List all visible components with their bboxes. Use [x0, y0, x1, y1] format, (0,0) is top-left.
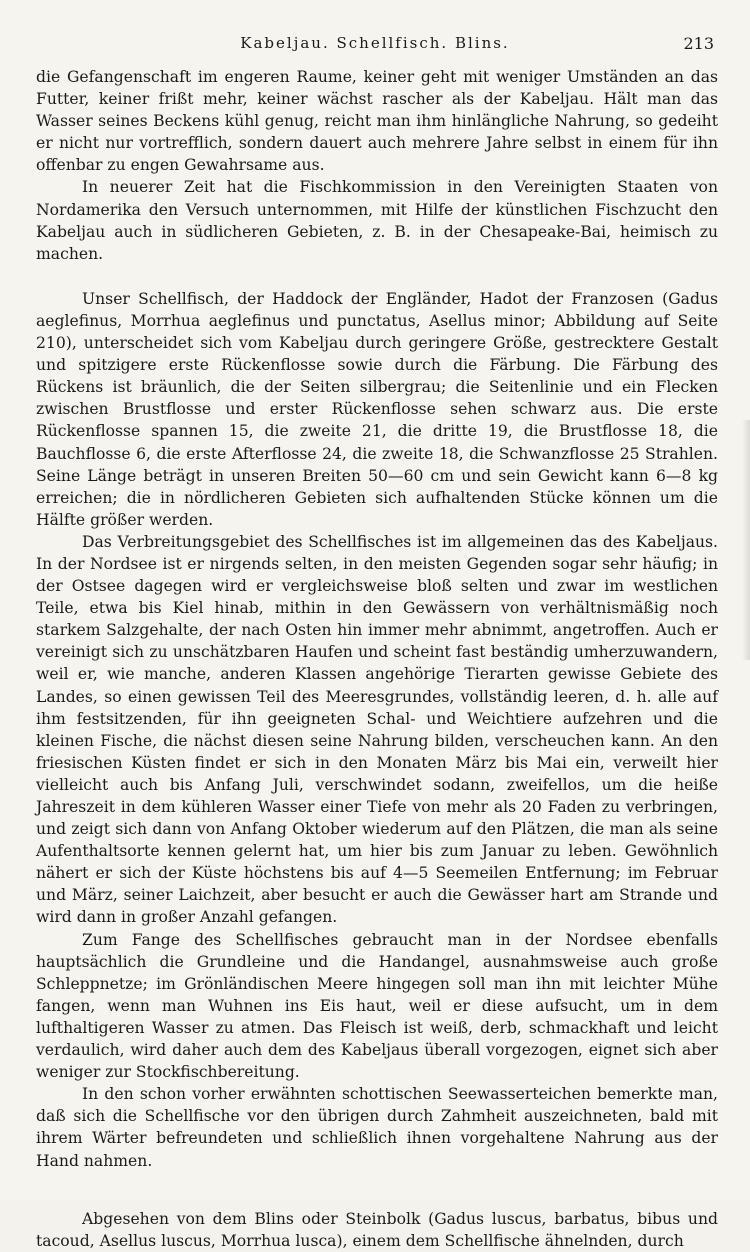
- page-number: 213: [683, 34, 714, 53]
- paragraph-1: die Gefangenschaft im engeren Raume, keiner geht mit weniger Umständen an das Futter, keiner frißt mehr, keiner wächst rascher als der Kabeljau. Hält man das Wasser seines Beckens kühl genug, reicht man ihm hinlängliche Nahrung, so gedeiht er nicht nur vortrefflich, sondern dauert auch mehrere Jahre selbst in einem für ihn offenbar zu engen Gewahrsame aus.: [36, 68, 718, 175]
- paragraph-6: In den schon vorher erwähnten schottischen Seewasserteichen bemerkte man, daß sich die Schellfische vor den übrigen durch Zahmheit auszeichneten, bald mit ihrem Wärter befreundeten und schließlich ihnen vorgehaltene Nahrung aus der Hand nahmen.: [36, 1085, 718, 1170]
- body-text: [36, 66, 718, 1252]
- page-edge-shadow: [742, 420, 750, 660]
- paragraph-4: Das Verbreitungsgebiet des Schellfisches ist im allgemeinen das des Kabeljaus. In der Nordsee ist er nirgends selten, in den meisten Gegenden sogar sehr häufig; in der Ostsee dagegen wird er vergleichsweise bloß selten und zwar im westlichen Teile, etwa bis Kiel hinab, mithin in den Gewässern von verhältnismäßig noch starkem Salzgehalte, der nach Osten hin immer mehr abnimmt, angetroffen. Auch er vereinigt sich zu unschätzbaren Haufen und scheint fast beständig umherzuwandern, weil er, wie manche, anderen Klassen angehörige Tierarten gewisse Gebiete des Landes, so einen gewissen Teil des Meeresgrundes, vollständig leeren, d. h. alle auf ihm festsitzenden, für ihn geeigneten Schal- und Weichtiere aufzehren und die kleinen Fische, die nächst diesen seine Nahrung bilden, verscheuchen kann. An den friesischen Küsten findet er sich in den Monaten März bis Mai ein, verweilt hier vielleicht auch bis Anfang Juli, verschwindet sodann, zweifellos, um die heiße Jahreszeit in dem kühleren Wasser einer Tiefe von mehr als 20 Faden zu verbringen, und zeigt sich dann von Anfang Oktober wiederum auf den Plätzen, die man als seine Aufenthaltsorte kennen gelernt hat, um hier bis zum Januar zu leben. Gewöhnlich nähert er sich der Küste höchstens bis auf 4—5 Seemeilen Entfernung; im Februar und März, seiner Laichzeit, aber besucht er auch die Gewässer hart am Strande und wird dann in großer Anzahl gefangen.: [36, 532, 718, 927]
- running-title: Kabeljau. Schellfisch. Blins.: [240, 34, 510, 52]
- page-header: [36, 34, 714, 58]
- paragraph-5: Zum Fange des Schellfisches gebraucht man in der Nordsee ebenfalls hauptsächlich die Grundleine und die Handangel, ausnahmsweise auch große Schleppnetze; im Grönländischen Meere hingegen soll man ihn mit leichter Mühe fangen, wenn man Wuhnen ins Eis haut, weil er diese aufsucht, um in dem lufthaltigeren Wasser zu atmen. Das Fleisch ist weiß, derb, schmackhaft und leicht verdaulich, wird daher auch dem des Kabeljaus überall vorgezogen, eignet sich aber weniger zur Stockfischbereitung.: [36, 930, 718, 1082]
- paragraph-3: Unser Schellfisch, der Haddock der Engländer, Hadot der Franzosen (Gadus aeglefinus, Morrhua aeglefinus und punctatus, Asellus minor; Abbildung auf Seite 210), unterscheidet sich vom Kabeljau durch geringere Größe, gestrecktere Gestalt und spitzigere erste Rückenflosse sowie durch die Färbung. Die Färbung des Rückens ist bräunlich, die der Seiten silbergrau; die Seitenlinie und ein Flecken zwischen Brustflosse und erster Rückenflosse sehen schwarz aus. Die erste Rückenflosse spannen 15, die zweite 21, die dritte 19, die Brustflosse 18, die Bauchflosse 6, die erste Afterflosse 24, die zweite 18, die Schwanzflosse 25 Strahlen. Seine Länge beträgt in unseren Breiten 50—60 cm und sein Gewicht kann 6—8 kg erreichen; die in nördlicheren Gebieten sich aufhaltenden Stücke können um die Hälfte größer werden.: [36, 289, 718, 529]
- paragraph-7: Abgesehen von dem Blins oder Steinbolk (Gadus luscus, barbatus, bibus und tacoud, Asellus luscus, Morrhua lusca), einem dem Schellfische ähnelnden, durch: [36, 1209, 718, 1250]
- paragraph-2: In neuerer Zeit hat die Fischkommission in den Vereinigten Staaten von Nordamerika den Versuch unternommen, mit Hilfe der künstlichen Fischzucht den Kabeljau auch in südlicheren Gebieten, z. B. in der Chesapeake-Bai, heimisch zu machen.: [36, 178, 718, 263]
